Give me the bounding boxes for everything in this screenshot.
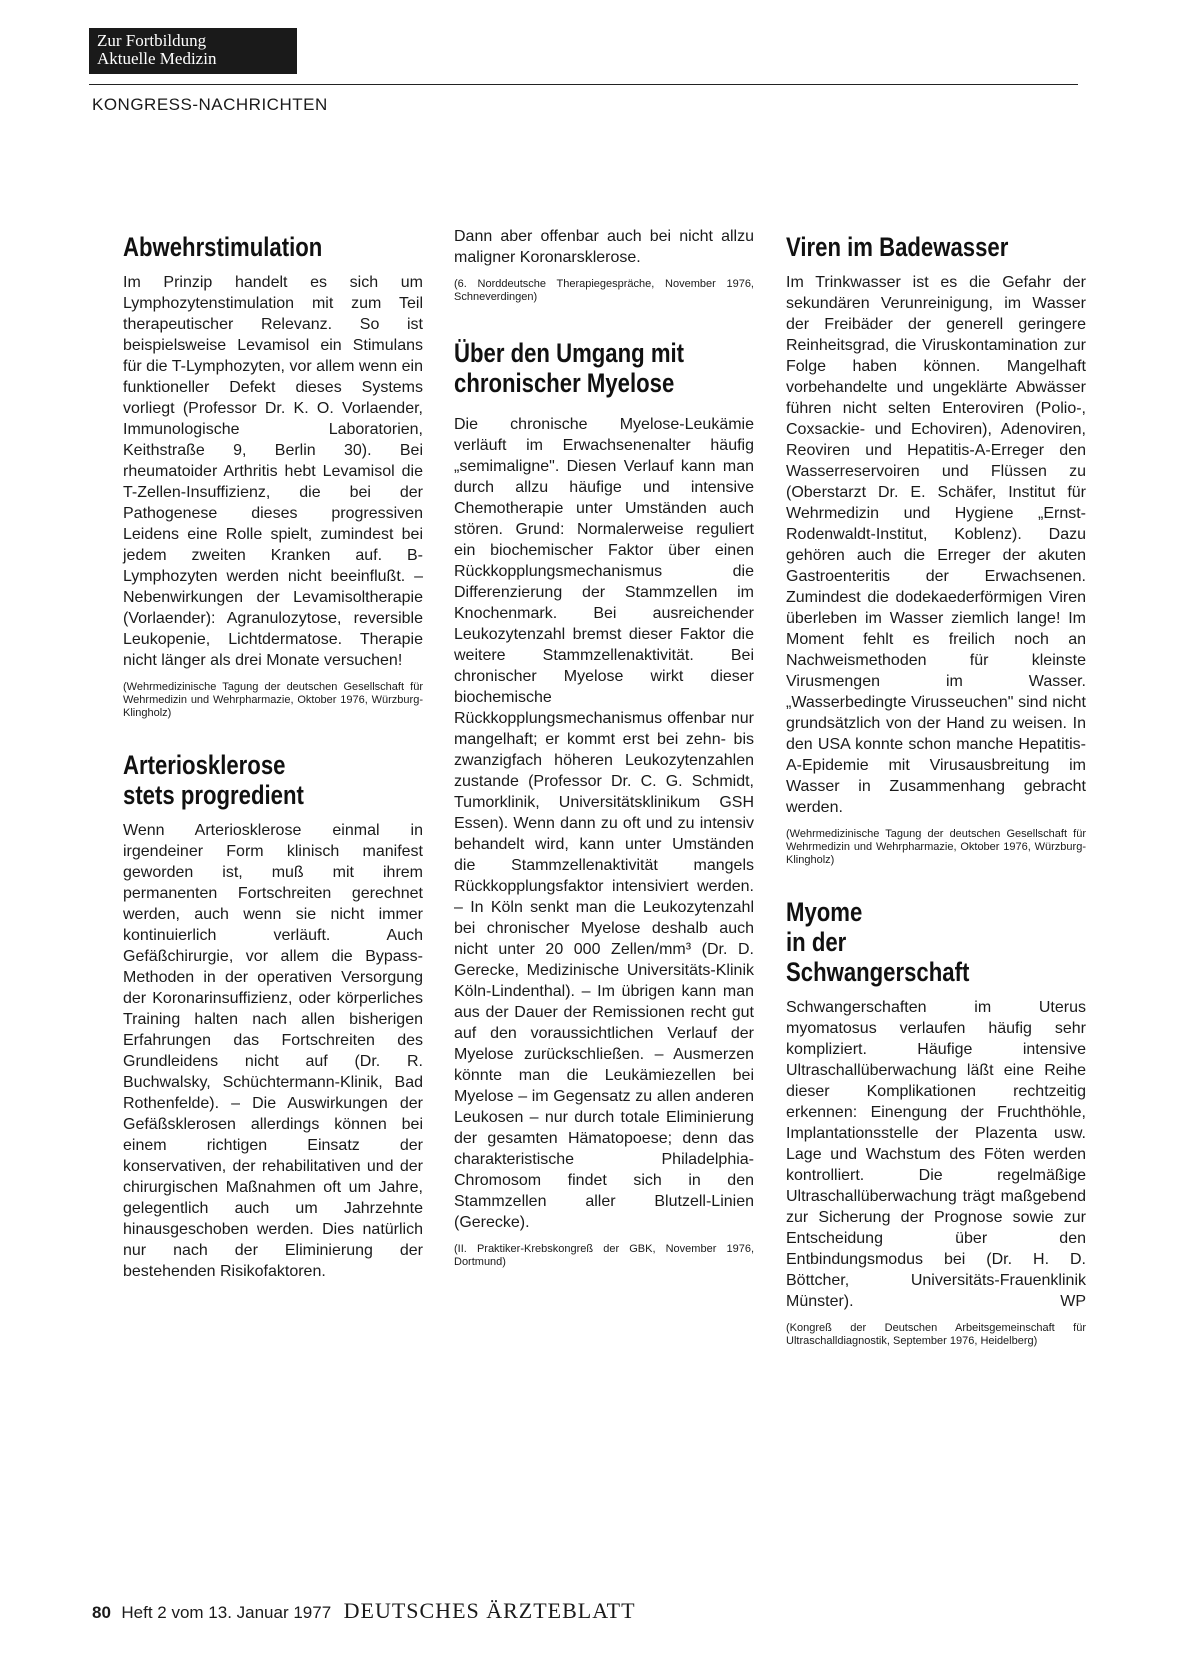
article-title-viren: Viren im Badewasser: [786, 232, 1009, 262]
article-title-myome: Myome in der Schwangerschaft: [786, 897, 970, 987]
article-source-abwehr: (Wehrmedizinische Tagung der deutschen Gesellschaft für Wehrmedizin und Wehrpharmazie, Oktober 1976, Würzburg-Klingholz): [123, 681, 423, 719]
column-1: [123, 232, 423, 1282]
page-number: 80: [92, 1603, 111, 1622]
page-footer: [92, 1598, 636, 1624]
article-body-abwehr: Im Prinzip handelt es sich um Lymphozytenstimulation mit zum Teil therapeutischer Relevanz. So ist beispielsweise Levamisol ein Stimulans für die T-Lymphozyten, vor allem wenn ein funktioneller Defekt dieses Systems vorliegt (Professor Dr. K. O. Vorlaender, Immunologische Laboratorien, Keithstraße 9, Berlin 30). Bei rheumatoider Arthritis hebt Levamisol die T-Zellen-Insuffizienz, die bei der Pathogenese dieses progressiven Leidens eine Rolle spielt, zumindest bei jedem zweiten Kranken auf. B-Lymphozyten werden nicht beeinflußt. – Nebenwirkungen der Levamisoltherapie (Vorlaender): Agranulozytose, reversible Leukopenie, Lichtdermatose. Therapie nicht länger als drei Monate versuchen!: [123, 274, 423, 669]
article-source-myome: (Kongreß der Deutschen Arbeitsgemeinschaft für Ultraschalldiagnostik, September 1976, Heidelberg): [786, 1322, 1086, 1347]
section-badge: [89, 28, 297, 74]
article-title-myelose: Über den Umgang mit chronischer Myelose: [454, 338, 685, 398]
journal-name: DEUTSCHES ÄRZTEBLATT: [343, 1598, 636, 1623]
header-rule: [89, 84, 1078, 85]
article-body-myelose: Die chronische Myelose-Leukämie verläuft im Erwachsenenalter häufig „semimaligne". Diesen Verlauf kann man durch allzu häufige und intensive Chemotherapie unter Umständen auch stören. Grund: Normalerweise reguliert ein biochemischer Faktor über einen Rückkopplungsmechanismus die Differenzierung der Stammzellen im Knochenmark. Bei ausreichender Leukozytenzahl bremst dieser Faktor die weitere Stammzellenaktivität. Bei chronischer Myelose wirkt dieser biochemische Rückkopplungsmechanismus offenbar nur mangelhaft; er kommt erst bei zehn- bis zwanzigfach höheren Leukozytenzahlen zustande (Professor Dr. C. G. Schmidt, Tumorklinik, Universitätsklinikum GSH Essen). Wenn dann zu oft und zu intensiv behandelt wird, kann unter Umständen die Stammzellenaktivität mangels Rückkopplungsfaktor intensiviert werden. – In Köln senkt man die Leukozytenzahl bei chronischer Myelose deshalb auch nicht unter 20 000 Zellen/mm³ (Dr. D. Gerecke, Medizinische Universitäts-Klinik Köln-Lindenthal). – Im übrigen kann man aus der Dauer der Remissionen recht gut auf den voraussichtlichen Verlauf der Myelose zurückschließen. – Ausmerzen könnte man die Leukämiezellen bei Myelose – im Gegensatz zu allen anderen Leukosen – nur durch totale Eliminierung der gesamten Hämatopoese; denn das charakteristische Philadelphia-Chromosom findet sich in den Stammzellen aller Blutzell-Linien (Gerecke).: [454, 416, 754, 1231]
article-body-viren: Im Trinkwasser ist es die Gefahr der sekundären Verunreinigung, im Wasser der Freibäder der generell geringere Reinheitsgrad, die Viruskontamination zur Folge haben können. Mangelhaft vorbehandelte und ungeklärte Abwässer führen nicht selten Enteroviren (Polio-, Coxsackie- und Echoviren), Adenoviren, Reoviren und Hepatitis-A-Erreger den Wasserreservoiren und Flüssen zu (Oberstarzt Dr. E. Schäfer, Institut für Wehrmedizin und Hygiene „Ernst-Rodenwaldt-Institut, Koblenz). Dazu gehören auch die Erreger der akuten Gastroenteritis der Erwachsenen. Zumindest die dodekaederförmigen Viren überleben im Wasser ziemlich lange! Im Moment fehlt es freilich noch an Nachweismethoden für kleinste Virusmengen im Wasser. „Wasserbedingte Virusseuchen" sind nicht grundsätzlich von der Hand zu weisen. In den USA konnte schon manche Hepatitis-A-Epidemie mit Virusausbreitung im Wasser in Zusammenhang gebracht werden.: [786, 274, 1086, 816]
article-body-myome: [786, 997, 1086, 1312]
column-2: [454, 228, 754, 1269]
badge-line-2: Aktuelle Medizin: [97, 49, 217, 68]
article-continuation-arterio: Dann aber offenbar auch bei nicht allzu maligner Koronarsklerose.: [454, 228, 754, 266]
section-label: KONGRESS-NACHRICHTEN: [92, 95, 328, 114]
article-title-abwehr: Abwehrstimulation: [123, 232, 323, 262]
article-body-arterio: Wenn Arteriosklerose einmal in irgendeiner Form klinisch manifest geworden ist, muß mit ihrem permanenten Fortschreiten gerechnet werden, auch wenn sie nicht immer kontinuierlich verläuft. Auch Gefäßchirurgie, vor allem die Bypass-Methoden in der operativen Versorgung der Koronarinsuffizienz, oder körperliches Training halten nach allen bisherigen Erfahrungen das Fortschreiten des Grundleidens nicht auf (Dr. R. Buchwalsky, Schüchtermann-Klinik, Bad Rothenfelde). – Die Auswirkungen der Gefäßsklerosen allerdings können bei einem richtigen Einsatz der konservativen, der rehabilitativen und der chirurgischen Maßnahmen oft um Jahre, gelegentlich auch um Jahrzehnte hinausgeschoben werden. Dies natürlich nur nach der Eliminierung der bestehenden Risikofaktoren.: [123, 822, 423, 1280]
article-source-viren: (Wehrmedizinische Tagung der deutschen Gesellschaft für Wehrmedizin und Wehrpharmazie, Oktober 1976, Würzburg-Klingholz): [786, 828, 1086, 866]
column-3: [786, 232, 1086, 1348]
article-body-myome-text: Schwangerschaften im Uterus myomatosus verlaufen häufig sehr kompliziert. Häufige intensive Ultraschallüberwachung läßt eine Reihe dieser Komplikationen rechtzeitig erkennen: Einengung der Fruchthöhle, Implantationsstelle der Plazenta usw. Lage und Wachstum des Föten werden kontrolliert. Die regelmäßige Ultraschallüberwachung trägt maßgebend zur Sicherung der Prognose sowie zur Entscheidung über den Entbindungsmodus bei (Dr. H. D. Böttcher, Universitäts-Frauenklinik Münster).: [786, 999, 1086, 1310]
article-title-arterio: Arteriosklerose stets progredient: [123, 750, 304, 810]
author-signature: WP: [1060, 1293, 1086, 1310]
issue-info: Heft 2 vom 13. Januar 1977: [121, 1603, 332, 1622]
article-source-arterio: (6. Norddeutsche Therapiegespräche, November 1976, Schneverdingen): [454, 278, 754, 303]
article-source-myelose: (II. Praktiker-Krebskongreß der GBK, November 1976, Dortmund): [454, 1243, 754, 1268]
badge-line-1: Zur Fortbildung: [97, 31, 207, 50]
